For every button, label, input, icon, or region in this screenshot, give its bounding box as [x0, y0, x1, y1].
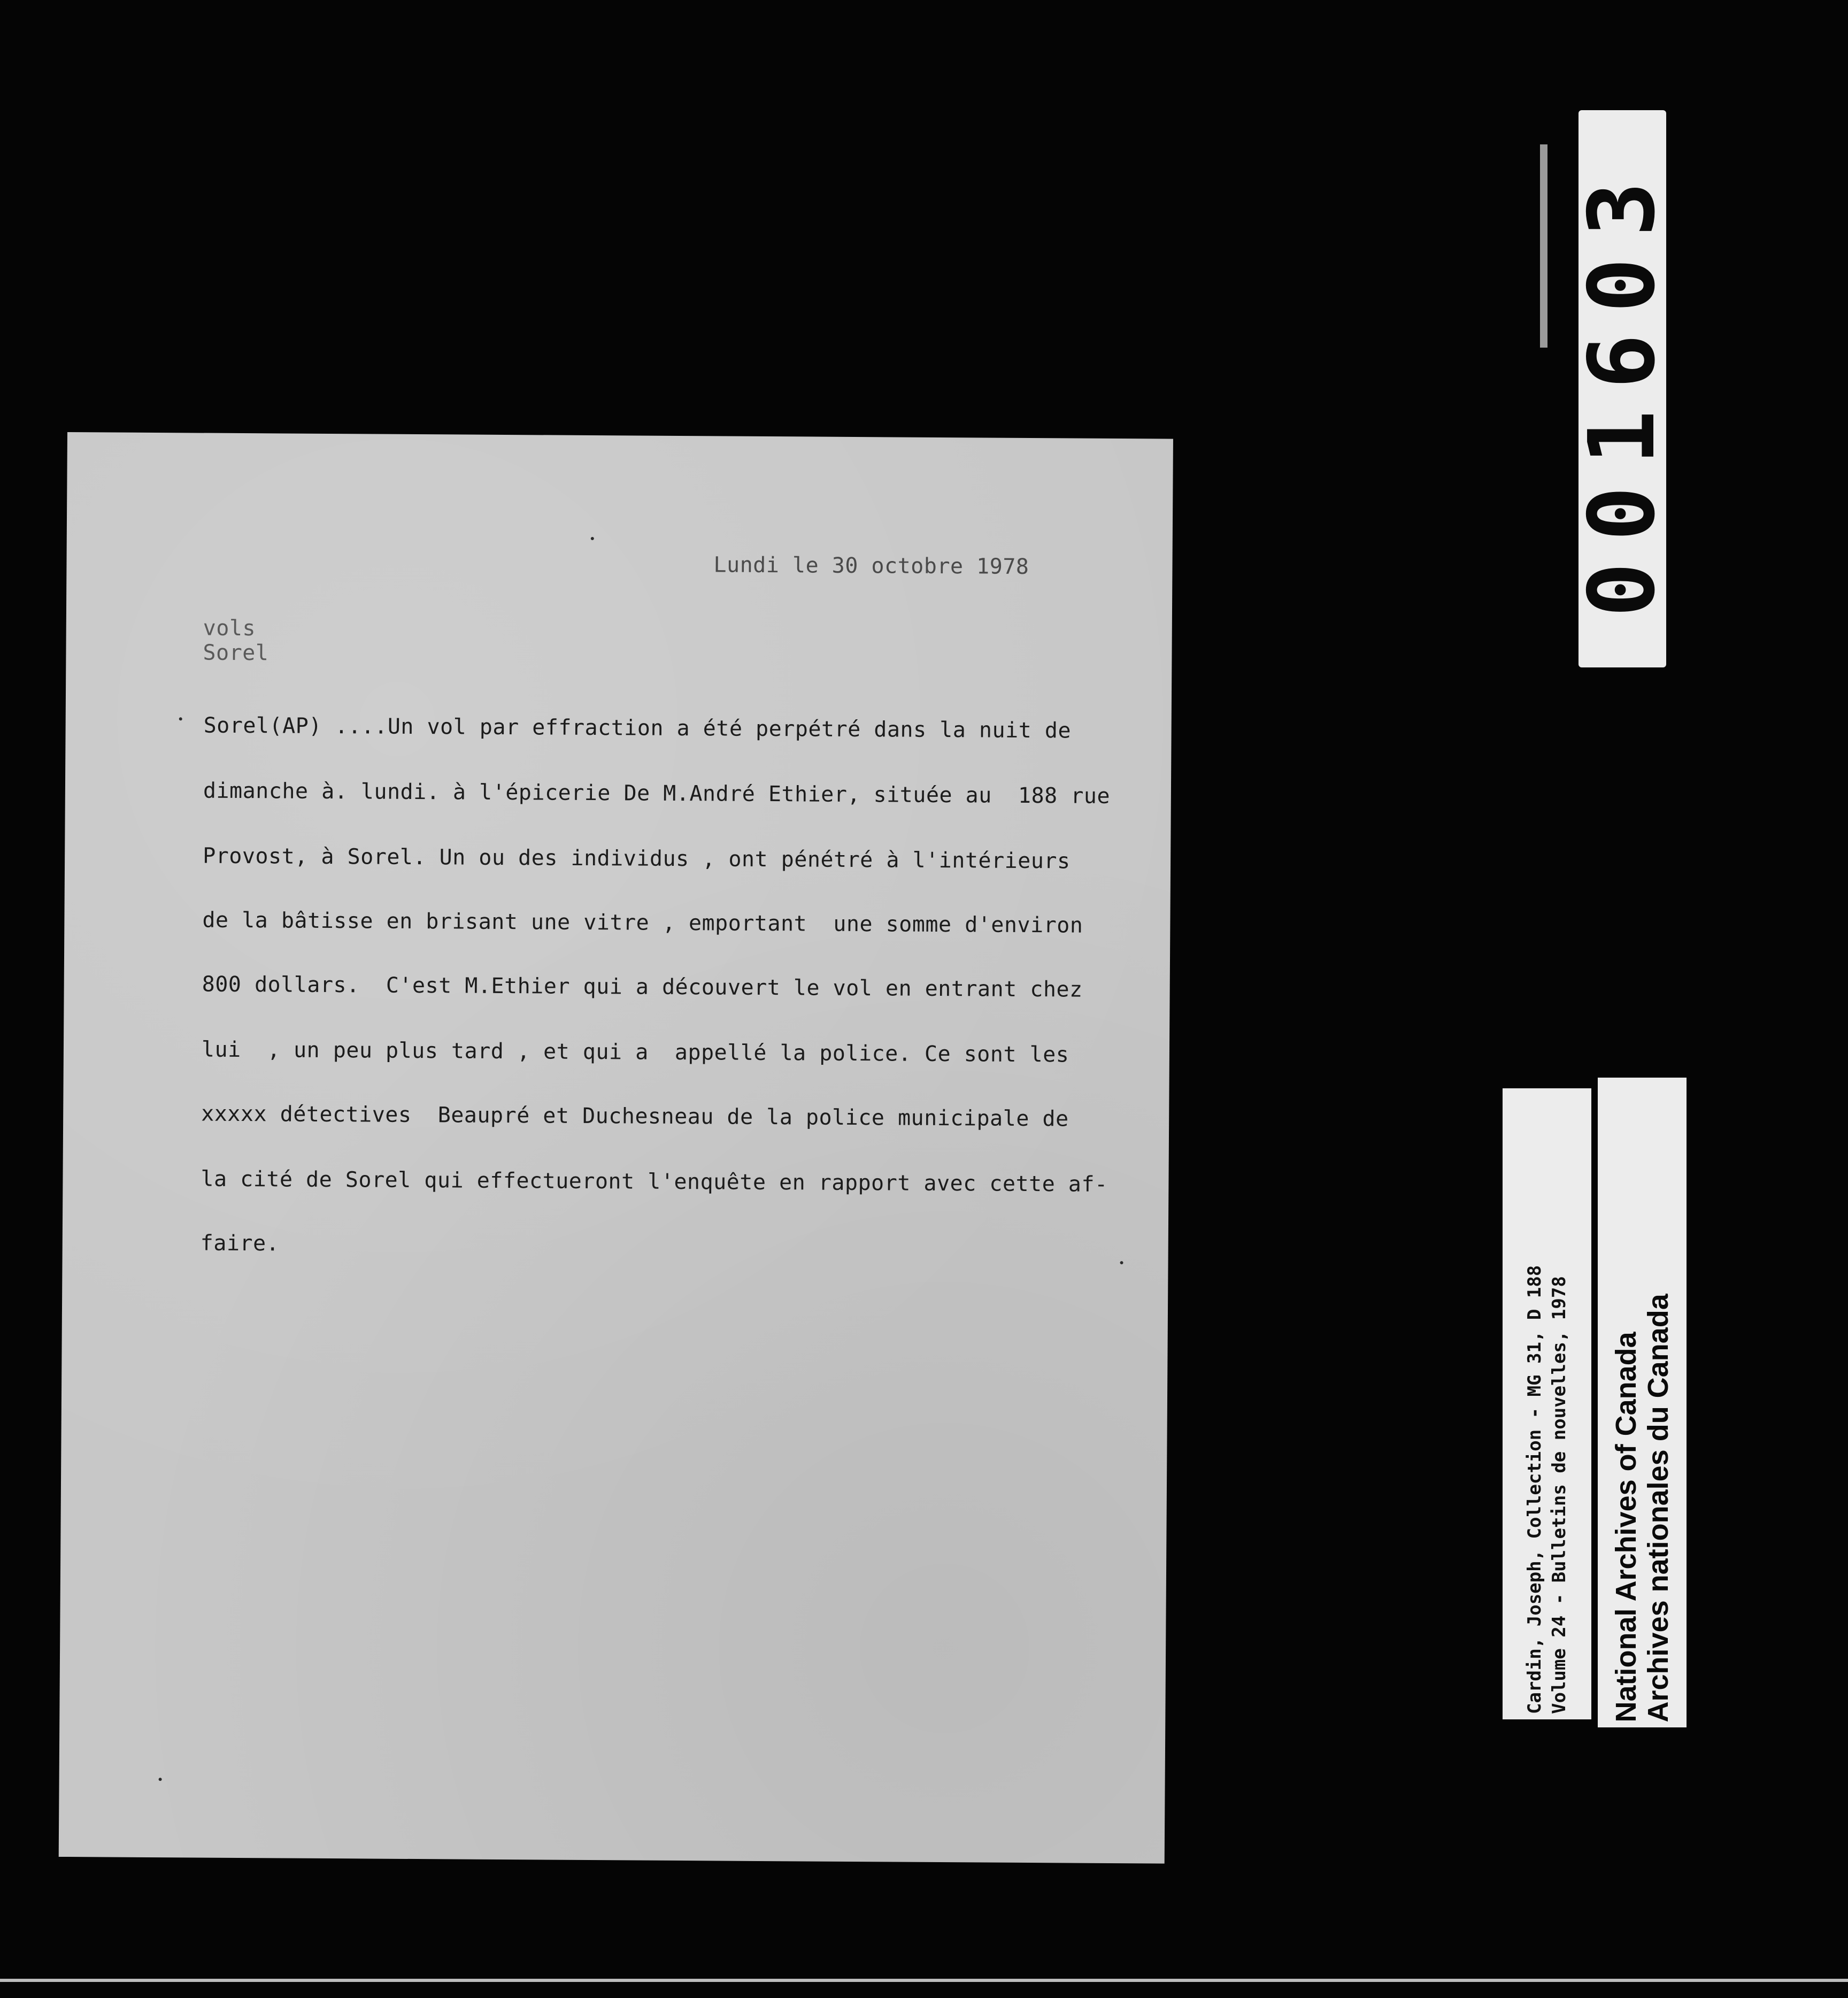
- body-line-1: Sorel(AP) ....Un vol par effraction a été perpétré dans la nuit de: [203, 713, 1072, 743]
- body-line-2: dimanche à. lundi. à l'épicerie De M.André Ethier, située au 188 rue: [203, 778, 1111, 809]
- citation-label: [1503, 1088, 1591, 1719]
- citation-line-2: Volume 24 - Bulletins de nouvelles, 1978: [1549, 1276, 1570, 1714]
- body-line-6: lui , un peu plus tard , et qui a appellé la police. Ce sont les: [201, 1037, 1069, 1067]
- slug-line-2: Sorel: [203, 640, 269, 666]
- frame-number: 001603: [1569, 160, 1675, 618]
- citation-line-1: Cardin, Joseph, Collection - MG 31, D 188: [1524, 1265, 1545, 1714]
- body-line-9: faire.: [200, 1231, 280, 1256]
- body-line-7: xxxxx détectives Beaupré et Duchesneau de la police municipale de: [201, 1101, 1069, 1132]
- body-line-5: 800 dollars. C'est M.Ethier qui a découvert le vol en entrant chez: [202, 972, 1083, 1002]
- paper-speck: [179, 717, 182, 720]
- film-marker: [1540, 144, 1547, 348]
- body-line-8: la cité de Sorel qui effectueront l'enquête en rapport avec cette af-: [201, 1166, 1108, 1197]
- date-line: Lundi le 30 octobre 1978: [713, 552, 1029, 579]
- slug-line-1: vols: [203, 616, 256, 641]
- paper-speck: [591, 537, 594, 540]
- film-edge: [0, 1979, 1848, 1982]
- body-line-3: Provost, à Sorel. Un ou des individus , ont pénétré à l'intérieurs: [203, 843, 1071, 874]
- archives-name-en: National Archives of Canada: [1610, 1331, 1642, 1722]
- paper-speck: [159, 1778, 162, 1781]
- archives-name-fr: Archives nationales du Canada: [1642, 1293, 1674, 1722]
- typewritten-page: [59, 432, 1173, 1864]
- paper-speck: [1120, 1261, 1123, 1264]
- frame-number-stamp: [1569, 110, 1675, 667]
- archives-label: [1598, 1078, 1687, 1727]
- body-line-4: de la bâtisse en brisant une vitre , emportant une somme d'environ: [202, 908, 1083, 938]
